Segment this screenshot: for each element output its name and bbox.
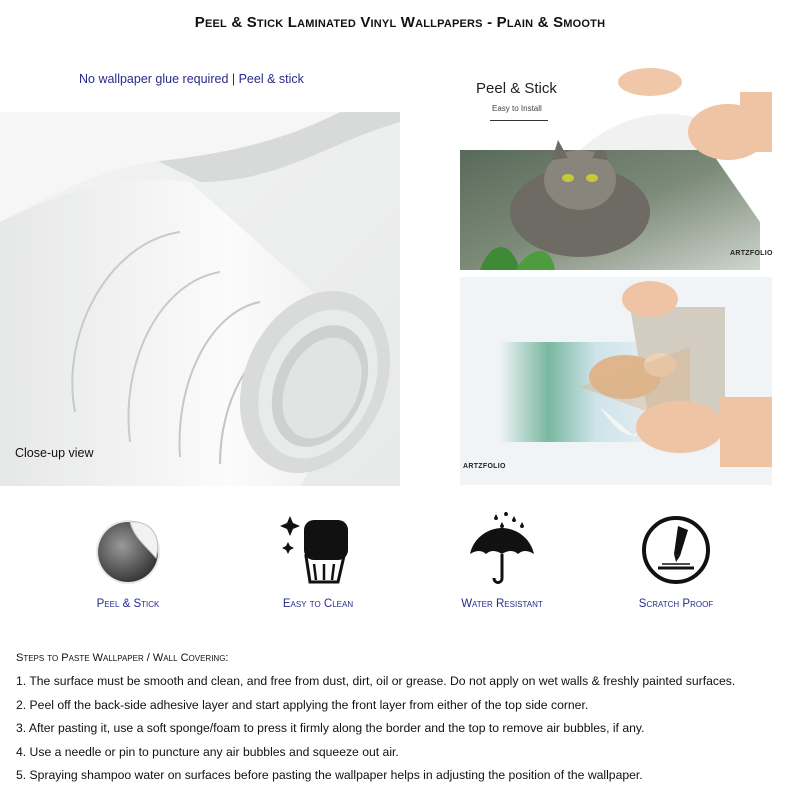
step-item: 1. The surface must be smooth and clean, and free from dust, dirt, oil or grease. Do not apply on wet walls & freshly painted surfaces. [16,674,736,688]
feature-label: Water Resistant [461,598,543,610]
brand-watermark: ARTZFOLIO [730,250,773,257]
steps-title: Steps to Paste Wallpaper / Wall Covering: [16,652,229,664]
tagline: No wallpaper glue required | Peel & stick [79,72,304,86]
feature-easy-clean [248,512,388,610]
applying-wallpaper-image [460,277,772,485]
page-title: Peel & Stick Laminated Vinyl Wallpapers - Plain & Smooth [194,14,606,31]
step-item: 4. Use a needle or pin to puncture any air bubbles and squeeze out air. [16,744,399,759]
roll-closeup-image [0,112,400,486]
feature-scratch-proof [606,512,746,610]
peel-sticker-icon [90,512,166,588]
cleaning-hand-icon [280,512,356,588]
step-item: 2. Peel off the back-side adhesive layer and start applying the front layer from either of the top side corner. [16,697,589,712]
feature-label: Scratch Proof [638,598,714,610]
feature-peel-stick [58,512,198,610]
peel-stick-demo-image [460,62,772,270]
peel-divider [490,120,548,121]
scratch-proof-icon [638,512,714,588]
feature-label: Peel & Stick [96,598,160,610]
step-item: 3. After pasting it, use a soft sponge/foam to press it firmly along the border and the top to remove air bubbles, if any. [16,721,645,735]
peel-subheading: Easy to Install [492,104,542,113]
umbrella-rain-icon [464,512,540,588]
brand-watermark: ARTZFOLIO [463,463,506,470]
step-item: 5. Spraying shampoo water on surfaces before pasting the wallpaper helps in adjusting the position of the wallpaper. [16,768,643,782]
installation-steps [16,652,791,788]
feature-label: Easy to Clean [282,598,354,610]
peel-heading: Peel & Stick [476,80,557,97]
feature-water-resistant [432,512,572,610]
closeup-label: Close-up view [15,446,94,460]
